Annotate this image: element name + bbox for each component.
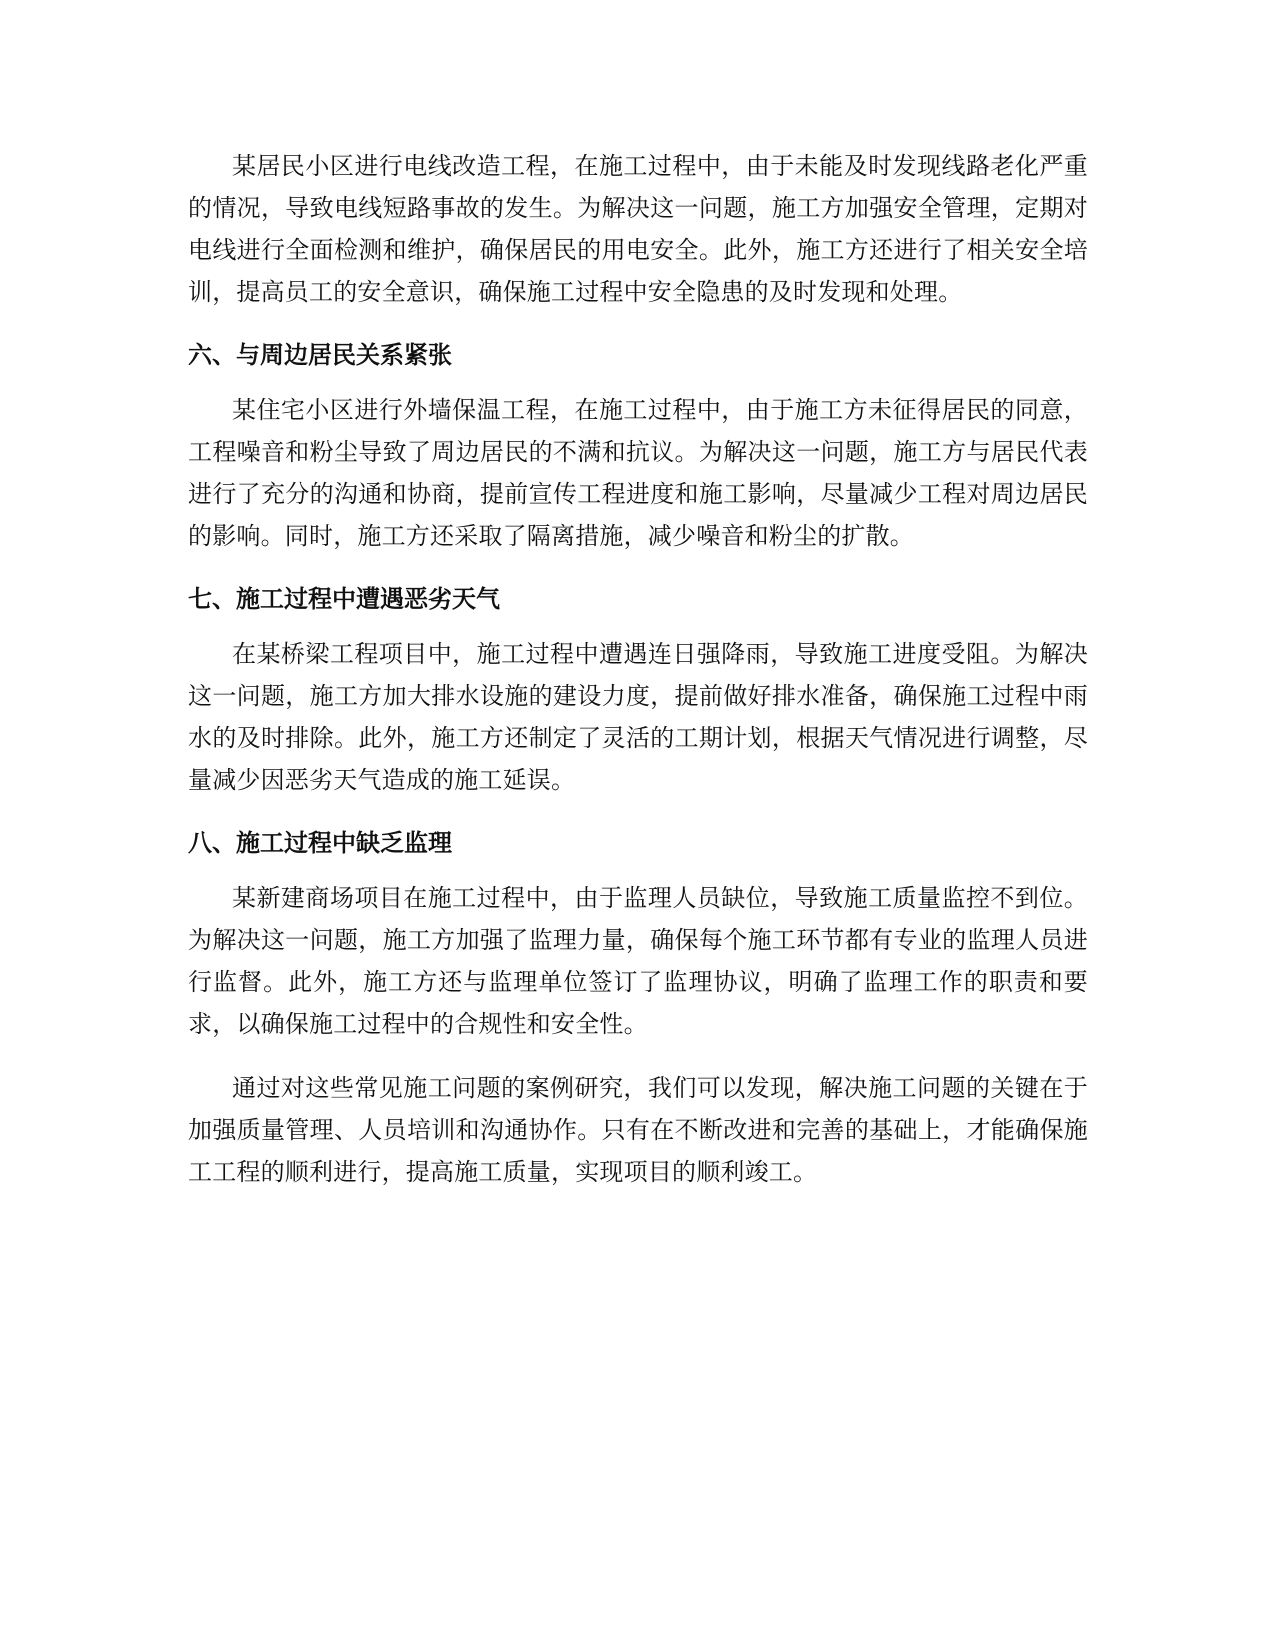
paragraph-supervision-case: 某新建商场项目在施工过程中，由于监理人员缺位，导致施工质量监控不到位。为解决这一问题，施工方加强了监理力量，确保每个施工环节都有专业的监理人员进行监督。此外，施工方还与监理单位签订了监理协议，明确了监理工作的职责和要求，以确保施工过程中的合规性和安全性。 [188,884,1088,1038]
paragraph-electrical-case: 某居民小区进行电线改造工程，在施工过程中，由于未能及时发现线路老化严重的情况，导致电线短路事故的发生。为解决这一问题，施工方加强安全管理，定期对电线进行全面检测和维护，确保居民的用电安全。此外，施工方还进行了相关安全培训，提高员工的安全意识，确保施工过程中安全隐患的及时发现和处理。 [188,152,1088,306]
paragraph-conclusion: 通过对这些常见施工问题的案例研究，我们可以发现，解决施工问题的关键在于加强质量管理、人员培训和沟通协作。只有在不断改进和完善的基础上，才能确保施工工程的顺利进行，提高施工质量，实现项目的顺利竣工。 [188,1074,1088,1186]
heading-section-7: 七、施工过程中遭遇恶劣天气 [188,585,500,613]
heading-section-8: 八、施工过程中缺乏监理 [188,829,452,857]
paragraph-weather-case: 在某桥梁工程项目中，施工过程中遭遇连日强降雨，导致施工进度受阻。为解决这一问题，施工方加大排水设施的建设力度，提前做好排水准备，确保施工过程中雨水的及时排除。此外，施工方还制定了灵活的工期计划，根据天气情况进行调整，尽量减少因恶劣天气造成的施工延误。 [188,640,1088,794]
document-body [188,145,1088,1193]
paragraph-residents-case: 某住宅小区进行外墙保温工程，在施工过程中，由于施工方未征得居民的同意，工程噪音和粉尘导致了周边居民的不满和抗议。为解决这一问题，施工方与居民代表进行了充分的沟通和协商，提前宣传工程进度和施工影响，尽量减少工程对周边居民的影响。同时，施工方还采取了隔离措施，减少噪音和粉尘的扩散。 [188,396,1088,550]
heading-section-6: 六、与周边居民关系紧张 [188,341,452,369]
